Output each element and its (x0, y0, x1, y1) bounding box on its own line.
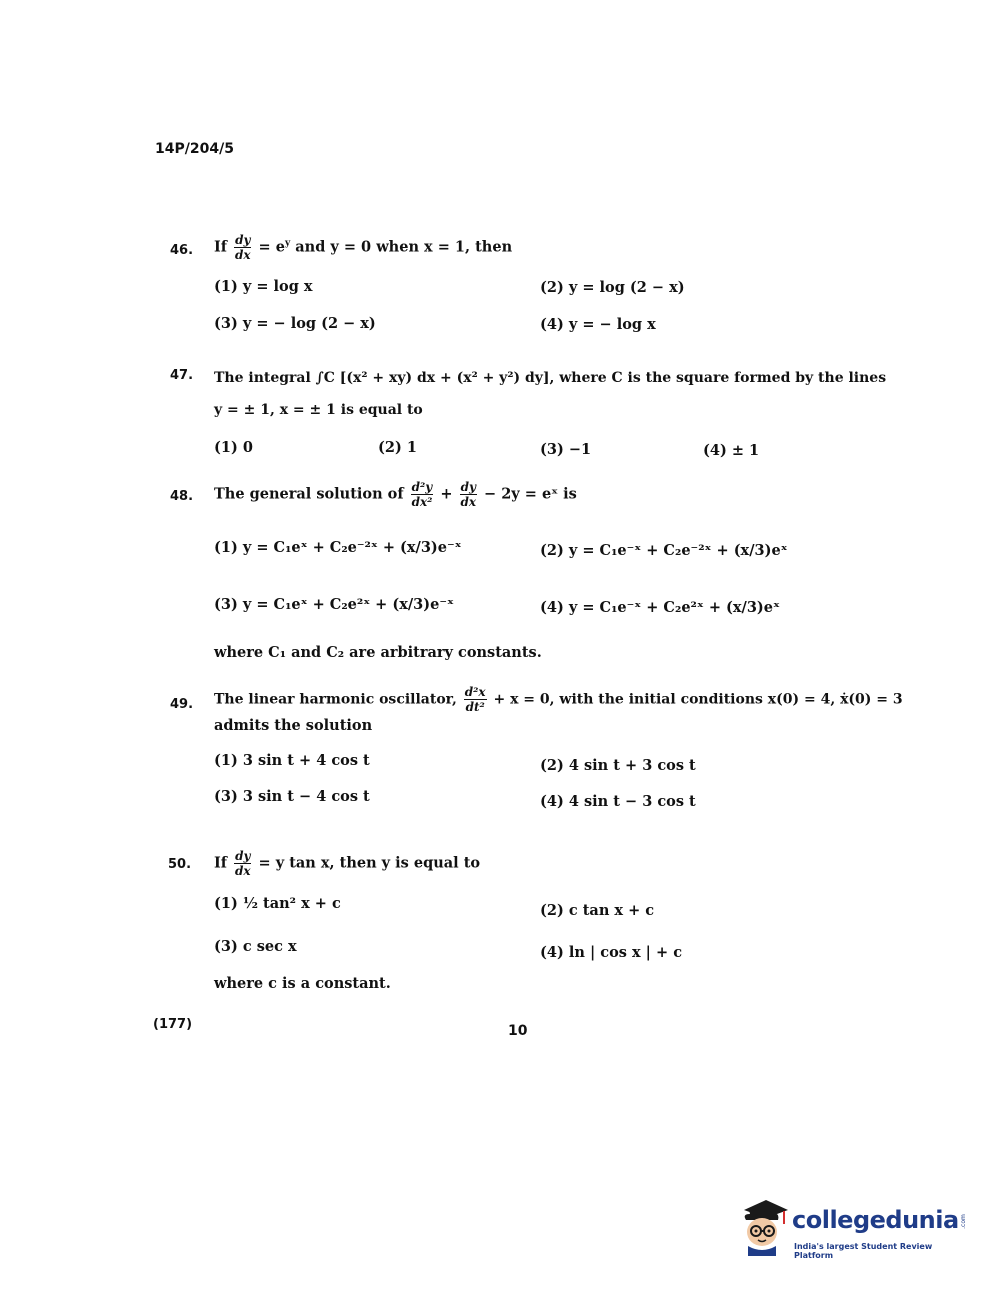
option-3: (3) 3 sin t − 4 cos t (214, 788, 370, 805)
option-2: (2) c tan x + c (540, 902, 655, 919)
question-note: where C₁ and C₂ are arbitrary constants. (214, 644, 542, 661)
fraction: $\frac{dy}{dx}$ (235, 849, 251, 878)
option-2: (2) 1 (378, 439, 417, 456)
option-2: (2) y = C₁e⁻ˣ + C₂e⁻²ˣ + (x/3)eˣ (540, 542, 788, 559)
question-number: 50. (168, 857, 192, 872)
fraction: $\frac{\text{d²y}}{\text{dx²}}$ (411, 480, 433, 509)
option-4: (4) y = C₁e⁻ˣ + C₂e²ˣ + (x/3)eˣ (540, 599, 780, 616)
question-stem-line2: admits the solution (214, 717, 373, 734)
logo-wordmark: collegedunia (792, 1206, 959, 1234)
option-1: (1) ½ tan² x + c (214, 895, 341, 912)
option-1: (1) 0 (214, 439, 253, 456)
option-4: (4) ± 1 (703, 442, 760, 459)
question-note: where c is a constant. (214, 975, 391, 992)
question-number: 47. (170, 368, 194, 383)
option-1: (1) 3 sin t + 4 cos t (214, 752, 370, 769)
option-3: (3) y = C₁eˣ + C₂e²ˣ + (x/3)e⁻ˣ (214, 596, 454, 613)
option-2: (2) 4 sin t + 3 cos t (540, 757, 696, 774)
graduate-mascot-icon (736, 1196, 792, 1256)
option-4: (4) y = − log x (540, 316, 656, 333)
paper-code: 14P/204/5 (155, 141, 234, 157)
question-number: 46. (170, 243, 194, 258)
option-3: (3) c sec x (214, 938, 297, 955)
option-3: (3) −1 (540, 441, 592, 458)
question-stem: The linear harmonic oscillator, $\frac{\text{d²x}}{\text{dt²}}$ + x = 0, with the initial conditions x(0) = 4, ẋ(0) = 3 (214, 685, 903, 714)
option-4: (4) 4 sin t − 3 cos t (540, 793, 696, 810)
option-1: (1) y = C₁eˣ + C₂e⁻²ˣ + (x/3)e⁻ˣ (214, 539, 462, 556)
question-stem: The general solution of $\frac{\text{d²y}}{\text{dx²}}$ + $\frac{dy}{dx}$ − 2y = eˣ is (214, 480, 577, 509)
logo-tagline: India's largest Student Review Platform (794, 1242, 933, 1260)
logo-suffix: .com (959, 1214, 967, 1229)
question-number: 49. (170, 697, 194, 712)
collegedunia-logo (736, 1196, 966, 1266)
question-number: 48. (170, 489, 194, 504)
question-stem: If $\frac{dy}{dx}$ = y tan x, then y is equal to (214, 849, 481, 878)
question-stem-line2: y = ± 1, x = ± 1 is equal to (214, 402, 423, 418)
fraction: $\frac{dy}{dx}$ (235, 233, 251, 262)
question-stem-line1: The integral ∫C [(x² + xy) dx + (x² + y²) dy], where C is the square formed by the lines (214, 370, 887, 386)
page-number: 10 (508, 1023, 528, 1039)
fraction: $\frac{\text{d²x}}{\text{dt²}}$ (464, 685, 486, 714)
option-1: (1) y = log x (214, 278, 313, 295)
fraction: $\frac{dy}{dx}$ (460, 480, 477, 509)
option-3: (3) y = − log (2 − x) (214, 315, 376, 332)
option-4: (4) ln | cos x | + c (540, 944, 683, 961)
question-stem: If $\frac{dy}{dx}$ = $e^y$ and y = 0 when x = 1, then (214, 233, 513, 262)
footer-code: (177) (153, 1017, 193, 1032)
option-2: (2) y = log (2 − x) (540, 279, 685, 296)
